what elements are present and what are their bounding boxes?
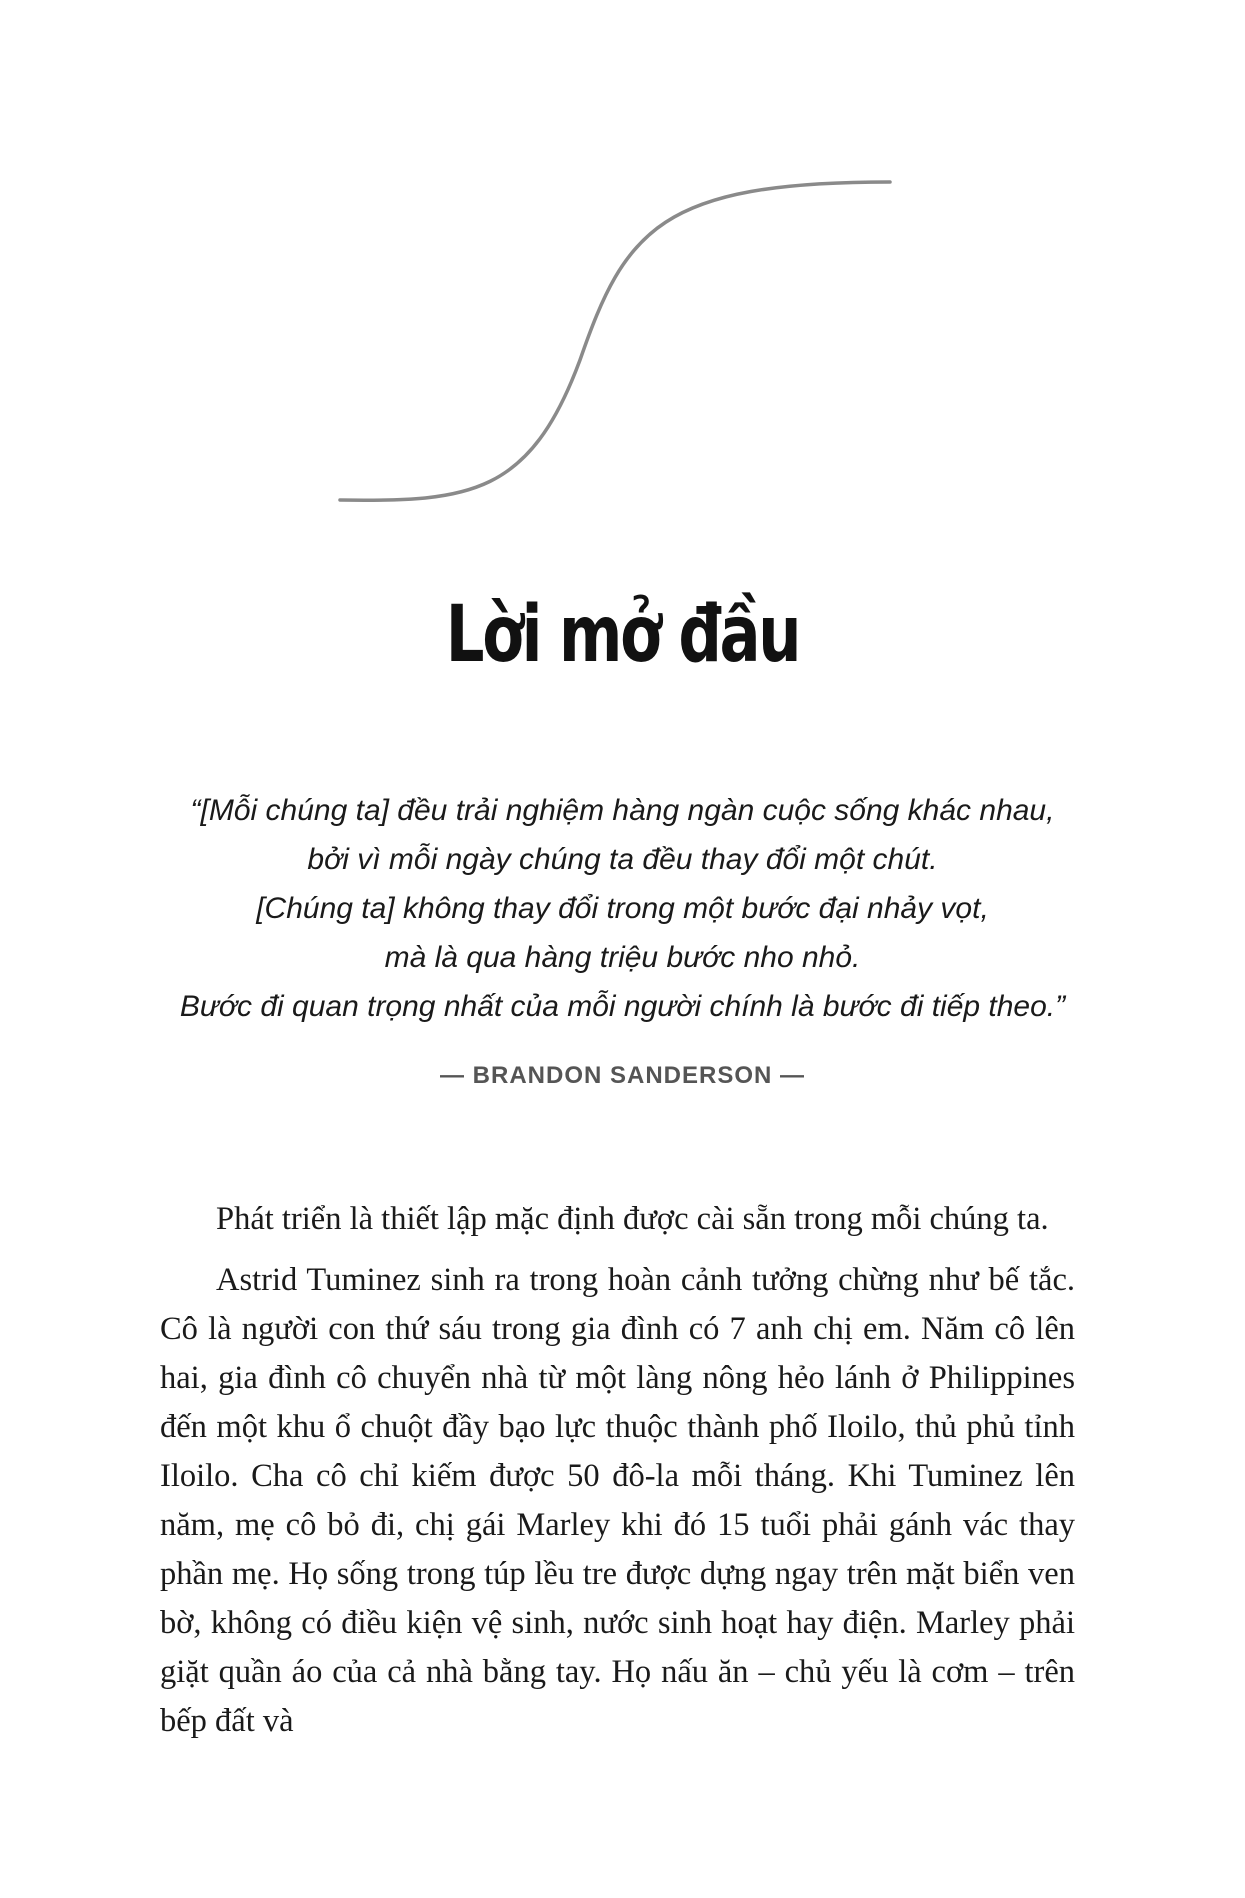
epigraph-line: Bước đi quan trọng nhất của mỗi người chính là bước đi tiếp theo.” — [179, 990, 1066, 1023]
s-curve-ornament — [330, 170, 900, 510]
epigraph-line: bởi vì mỗi ngày chúng ta đều thay đổi một chút. — [307, 843, 938, 876]
body-text — [160, 1195, 1075, 1758]
epigraph-quote — [100, 786, 1145, 1031]
s-curve-path — [340, 182, 890, 500]
epigraph-attribution: — BRANDON SANDERSON — — [439, 1062, 805, 1089]
epigraph-line: mà là qua hàng triệu bước nho nhỏ. — [384, 941, 861, 974]
chapter-title: Lời mở đầu — [445, 590, 800, 680]
epigraph-line: [Chúng ta] không thay đổi trong một bước đại nhảy vọt, — [256, 892, 989, 925]
body-paragraph: Phát triển là thiết lập mặc định được cài sẵn trong mỗi chúng ta. — [216, 1201, 1049, 1237]
body-paragraph: Astrid Tuminez sinh ra trong hoàn cảnh tưởng chừng như bế tắc. Cô là người con thứ sáu trong gia đình có 7 anh chị em. Năm cô lên hai, gia đình cô chuyển nhà từ một làng nông hẻo lánh ở Philippines đến một khu ổ chuột đầy bạo lực thuộc thành phố Iloilo, thủ phủ tỉnh Iloilo. Cha cô chỉ kiếm được 50 đô-la mỗi tháng. Khi Tuminez lên năm, mẹ cô bỏ đi, chị gái Marley khi đó 15 tuổi phải gánh vác thay phần mẹ. Họ sống trong túp lều tre được dựng ngay trên mặt biển ven bờ, không có điều kiện vệ sinh, nước sinh hoạt hay điện. Marley phải giặt quần áo của cả nhà bằng tay. Họ nấu ăn – chủ yếu là cơm – trên bếp đất và — [160, 1262, 1075, 1739]
epigraph-line: “[Mỗi chúng ta] đều trải nghiệm hàng ngàn cuộc sống khác nhau, — [190, 794, 1055, 827]
